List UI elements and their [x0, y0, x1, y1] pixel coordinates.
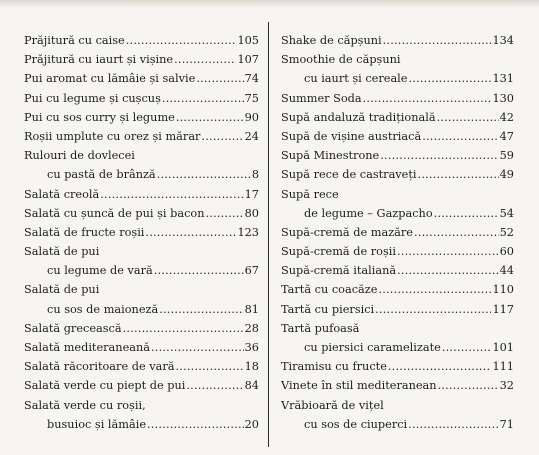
index-entry [24, 127, 259, 146]
dot-leader [434, 204, 499, 223]
entry-title: cu sos de maioneză [47, 302, 159, 316]
entry-page-number: 74 [244, 72, 259, 86]
index-entry [24, 31, 259, 50]
index-entry [24, 185, 259, 204]
index-column-left [24, 31, 259, 434]
index-column-right [281, 31, 514, 434]
dot-leader [196, 69, 243, 88]
dot-leader [388, 357, 492, 376]
index-entry [24, 357, 259, 376]
entry-page-number: 71 [499, 417, 514, 431]
entry-page-number: 75 [244, 91, 259, 105]
entry-title: Supă Minestrone [281, 149, 380, 163]
dot-leader [397, 242, 499, 261]
entry-title: Roșii umplute cu orez și mărar [24, 129, 201, 143]
index-entry-continuation [24, 165, 259, 184]
index-entry [281, 223, 514, 242]
entry-title: Pui cu sos curry și legume [24, 110, 175, 124]
entry-page-number: 28 [244, 321, 259, 335]
entry-page-number: 84 [244, 379, 259, 393]
entry-page-number: 90 [244, 110, 259, 124]
index-entry [24, 204, 259, 223]
column-divider [268, 22, 269, 447]
entry-title: Salată mediteraneană [24, 341, 150, 354]
entry-title: Rulouri de dovlecei [24, 149, 135, 163]
entry-title: Supă rece [281, 187, 339, 201]
dot-leader [378, 280, 491, 299]
dot-leader [408, 69, 491, 88]
dot-leader [422, 127, 498, 146]
entry-page-number: 60 [499, 245, 514, 259]
index-entry [24, 280, 259, 299]
entry-title: Supă-cremă de roșii [281, 245, 396, 259]
entry-page-number: 117 [492, 302, 514, 316]
index-entry [281, 242, 514, 261]
entry-title: Prăjitură cu caise [24, 34, 125, 47]
dot-leader [186, 376, 243, 395]
entry-title: Supă rece de castraveți [281, 168, 417, 182]
index-entry-continuation [24, 261, 259, 280]
entry-page-number: 17 [244, 187, 259, 201]
entry-title: Salată de fructe roșii [24, 225, 145, 239]
dot-leader [154, 261, 244, 280]
dot-leader [159, 300, 243, 319]
index-entry [24, 396, 259, 415]
dot-leader [145, 223, 236, 242]
index-entry [281, 376, 514, 395]
index-entry [24, 376, 259, 395]
dot-leader [363, 89, 492, 108]
entry-page-number: 32 [499, 379, 514, 393]
entry-title: Tartă pufoasă [281, 321, 360, 335]
index-entry [281, 357, 514, 376]
entry-title: Tiramisu cu fructe [281, 360, 387, 374]
index-entry [24, 242, 259, 261]
index-entry [281, 108, 514, 127]
entry-page-number: 44 [499, 264, 514, 278]
index-entry-continuation [24, 300, 259, 319]
index-entry [24, 50, 259, 69]
entry-title: Salată cu șuncă de pui și bacon [24, 206, 205, 220]
entry-title: Supă andaluză tradițională [281, 110, 436, 124]
index-entry-continuation [281, 204, 514, 223]
entry-page-number: 107 [237, 53, 259, 67]
index-entry [24, 338, 259, 357]
index-entry [281, 185, 514, 204]
index-entry-continuation [24, 415, 259, 434]
dot-leader [123, 319, 244, 338]
entry-title: Salată răcoritoare de vară [24, 360, 175, 374]
index-entry [281, 396, 514, 415]
entry-title: cu iaurt și cereale [304, 72, 408, 86]
index-entry [24, 146, 259, 165]
index-entry [281, 127, 514, 146]
page-edge-shadow [0, 0, 539, 8]
dot-leader [174, 50, 236, 69]
entry-title: Supă-cremă italiană [281, 264, 397, 278]
index-entry-continuation [281, 338, 514, 357]
entry-title: Salată creolă [24, 187, 100, 201]
entry-page-number: 36 [244, 341, 259, 354]
entry-page-number: 18 [244, 360, 259, 374]
entry-title: Vinete în stil mediteranean [281, 379, 437, 393]
index-entry [281, 165, 514, 184]
entry-title: Supă-cremă de mazăre [281, 225, 413, 239]
dot-leader [414, 223, 499, 242]
entry-page-number: 59 [499, 149, 514, 163]
dot-leader [205, 204, 243, 223]
entry-page-number: 20 [244, 417, 259, 431]
dot-leader [438, 376, 499, 395]
entry-title: Pui cu legume și cușcuș [24, 91, 161, 105]
entry-page-number: 105 [237, 34, 259, 47]
entry-page-number: 80 [244, 206, 259, 220]
entry-title: cu legume de vară [47, 264, 153, 278]
index-entry [281, 31, 514, 50]
entry-title: Vrăbioară de vițel [281, 398, 384, 412]
entry-page-number: 110 [492, 283, 514, 297]
entry-title: Supă de vișine austriacă [281, 129, 422, 143]
entry-page-number: 101 [492, 341, 514, 354]
entry-title: Tartă cu piersici [281, 302, 375, 316]
entry-title: Tartă cu coacăze [281, 283, 378, 297]
index-entry [281, 300, 514, 319]
entry-title: cu piersici caramelizate [304, 341, 441, 354]
index-entry [24, 319, 259, 338]
dot-leader [437, 108, 499, 127]
entry-title: Summer Soda [281, 91, 362, 105]
dot-leader [408, 415, 498, 434]
index-entry [281, 89, 514, 108]
entry-title: de legume – Gazpacho [304, 206, 433, 220]
index-entry [24, 69, 259, 88]
entry-page-number: 67 [244, 264, 259, 278]
dot-leader [162, 89, 244, 108]
entry-page-number: 134 [492, 34, 514, 47]
entry-page-number: 24 [244, 129, 259, 143]
entry-page-number: 131 [492, 72, 514, 86]
entry-page-number: 42 [499, 110, 514, 124]
index-entry [281, 50, 514, 69]
dot-leader [126, 31, 237, 50]
entry-title: Salată de pui [24, 283, 100, 297]
index-entry-continuation [281, 69, 514, 88]
entry-page-number: 49 [499, 168, 514, 182]
entry-title: Prăjitură cu iaurt și vișine [24, 53, 174, 67]
dot-leader [397, 261, 499, 280]
index-entry [281, 261, 514, 280]
dot-leader [175, 357, 243, 376]
entry-title: cu sos de ciuperci [304, 417, 408, 431]
dot-leader [380, 146, 498, 165]
dot-leader [201, 127, 243, 146]
entry-title: Salată grecească [24, 321, 122, 335]
dot-leader [442, 338, 492, 357]
entry-title: cu pastă de brânză [47, 168, 156, 182]
entry-title: Smoothie de căpșuni [281, 53, 401, 67]
dot-leader [375, 300, 491, 319]
entry-page-number: 130 [492, 91, 514, 105]
dot-leader [383, 31, 492, 50]
entry-title: Salată verde cu roșii, [24, 398, 146, 412]
entry-page-number: 81 [244, 302, 259, 316]
index-entry-continuation [281, 415, 514, 434]
entry-title: Shake de căpșuni [281, 34, 382, 47]
index-entry [24, 223, 259, 242]
entry-page-number: 123 [237, 225, 259, 239]
entry-title: Pui aromat cu lămâie și salvie [24, 72, 196, 86]
index-entry [281, 319, 514, 338]
index-entry [281, 146, 514, 165]
dot-leader [418, 165, 499, 184]
index-entry [24, 108, 259, 127]
index-entry [281, 280, 514, 299]
entry-page-number: 111 [492, 360, 514, 374]
dot-leader [147, 415, 244, 434]
entry-page-number: 54 [499, 206, 514, 220]
dot-leader [100, 185, 243, 204]
entry-page-number: 52 [499, 225, 514, 239]
entry-title: busuioc și lămâie [47, 417, 147, 431]
dot-leader [157, 165, 251, 184]
index-entry [24, 89, 259, 108]
entry-page-number: 47 [499, 129, 514, 143]
dot-leader [176, 108, 244, 127]
entry-page-number: 8 [251, 168, 259, 182]
entry-title: Salată de pui [24, 245, 100, 259]
dot-leader [151, 338, 244, 357]
entry-title: Salată verde cu piept de pui [24, 379, 186, 393]
